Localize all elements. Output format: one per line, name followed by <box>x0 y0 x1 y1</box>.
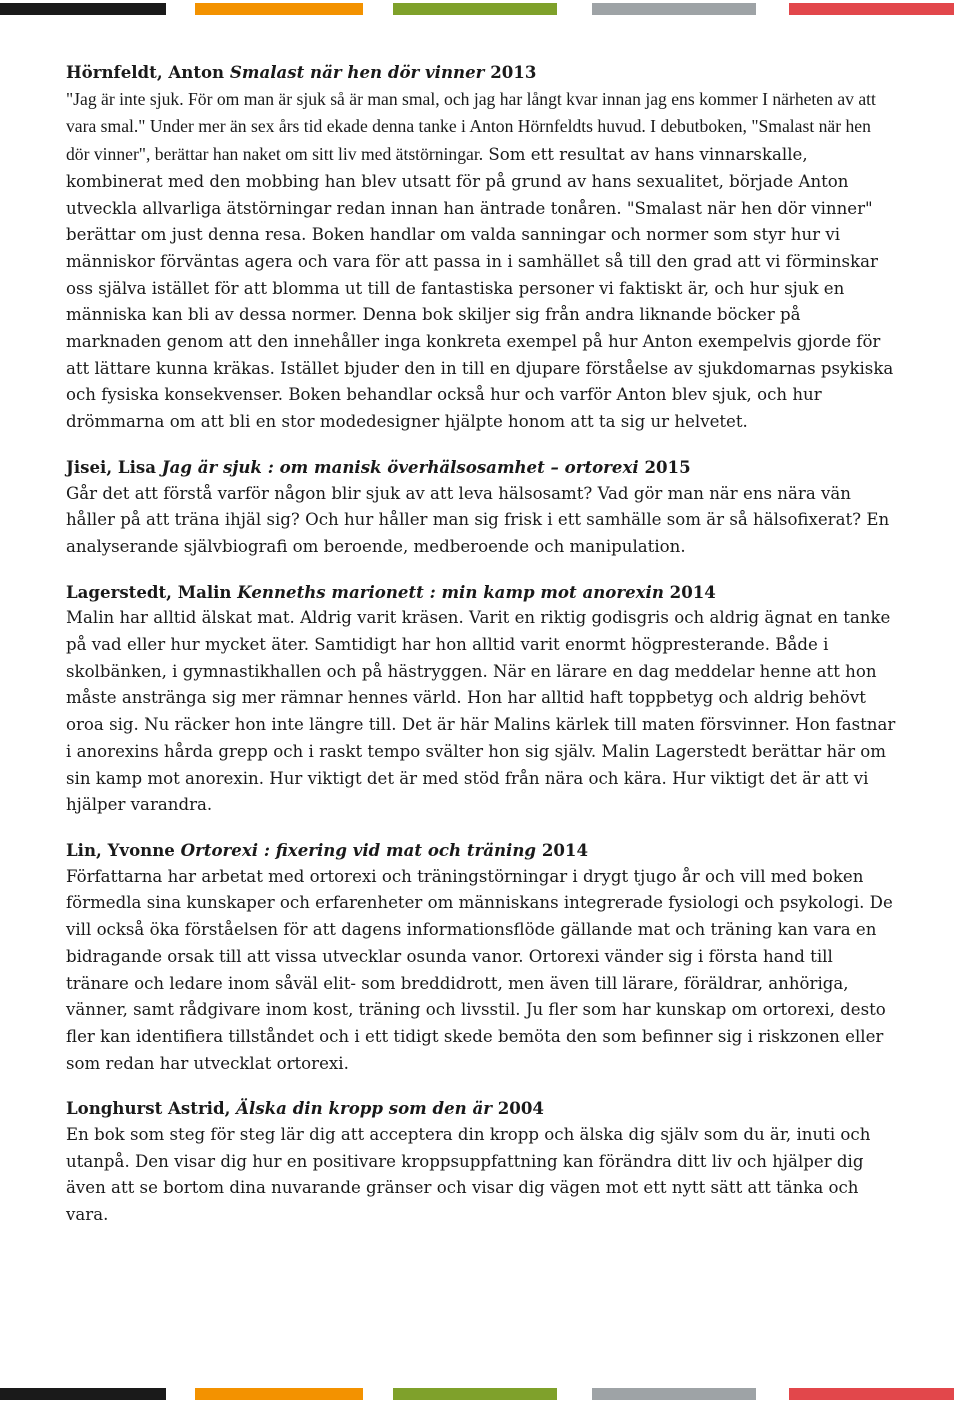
bottom-bar-green <box>393 1388 557 1400</box>
book-entry <box>66 1095 896 1229</box>
book-author: Hörnfeldt, Anton <box>66 62 225 82</box>
book-heading <box>66 837 896 864</box>
book-entry <box>66 837 896 1077</box>
book-author: Lagerstedt, Malin <box>66 581 232 602</box>
book-title: Kenneths marionett : min kamp mot anorexin <box>237 581 664 602</box>
book-heading <box>66 1095 896 1122</box>
book-title: Jag är sjuk : om manisk överhälsosamhet – ortorexi <box>161 456 639 477</box>
book-description: En bok som steg för steg lär dig att acceptera din kropp och älska dig själv som du är, inuti och utanpå. Den visar dig hur en positivare kroppsuppfattning kan förändra ditt liv och hjälper dig även att se bortom dina nuvarande gränser och visar dig vägen mot ett nytt sätt att tänka och vara. <box>66 1125 871 1225</box>
top-bar-green <box>393 3 557 15</box>
book-description: Malin har alltid älskat mat. Aldrig varit kräsen. Varit en riktig godisgris och aldrig ägnat en tanke på vad eller hur mycket äter. Samtidigt har hon alltid varit enormt högpresterande. Både i skolbänken, i gymnastikhallen och på hästryggen. När en lärare en dag meddelar henne att hon måste anstränga sig mer rämnar hennes värld. Hon har alltid haft toppbetyg och aldrig behövt oroa sig. Nu räcker hon inte längre till. Det är här Malins kärlek till maten försvinner. Hon fastnar i anorexins hårda grepp och i raskt tempo svälter hon sig själv. Malin Lagerstedt berättar här om sin kamp mot anorexin. Hur viktigt det är med stöd från nära och kära. Hur viktigt det är att vi hjälper varandra. <box>66 608 896 815</box>
book-author: Jisei, Lisa <box>66 456 156 477</box>
bottom-bar-black <box>0 1388 166 1400</box>
book-list <box>66 59 896 1247</box>
book-year: 2015 <box>644 456 691 477</box>
book-year: 2014 <box>541 839 588 860</box>
book-year: 2013 <box>490 62 537 82</box>
book-entry <box>66 59 896 436</box>
bottom-bar-orange <box>195 1388 363 1400</box>
book-title: Smalast när hen dör vinner <box>229 62 485 82</box>
book-entry <box>66 454 896 561</box>
top-bar-gray <box>592 3 756 15</box>
book-description: Författarna har arbetat med ortorexi och träningstörningar i drygt tjugo år och vill med boken förmedla sina kunskaper och erfarenheter om människans integrerade fysiologi och psykologi. De vill också öka förståelsen för att dagens informationsflöde gällande mat och träning kan vara en bidragande orsak till att vissa utvecklar osunda vanor. Ortorexi vänder sig i första hand till tränare och ledare inom såväl elit- som breddidrott, men även till lärare, föräldrar, anhöriga, vänner, samt rådgivare inom kost, träning och livsstil. Ju fler som har kunskap om ortorexi, desto fler kan identifiera tillståndet och i ett tidigt skede bemöta den som befinner sig i riskzonen eller som redan har utvecklat ortorexi. <box>66 866 893 1073</box>
book-description: Går det att förstå varför någon blir sjuk av att leva hälsosamt? Vad gör man när ens nära vän håller på att träna ihjäl sig? Och hur håller man sig frisk i ett samhälle som är så hälsofixerat? En analyserande självbiografi om beroende, medberoende och manipulation. <box>66 483 890 556</box>
bottom-bar-gray <box>592 1388 756 1400</box>
top-bar-orange <box>195 3 363 15</box>
bottom-bar-red <box>789 1388 954 1400</box>
book-heading <box>66 579 896 606</box>
book-heading <box>66 59 896 86</box>
book-entry <box>66 579 896 819</box>
top-bar-red <box>789 3 954 15</box>
book-description-quote: "Jag är inte sjuk. För om man är sjuk så är man smal, och jag har långt kvar innan jag ens kommer I närheten av att vara smal." Under mer än sex års tid ekade denna tanke i Anton Hörnfeldts huvud. I debutboken, "Smalast när hen dör vinner", berättar han naket om sitt liv med ätstörningar. <box>66 88 876 165</box>
book-title: Ortorexi : fixering vid mat och träning <box>180 839 537 860</box>
book-author: Longhurst Astrid, <box>66 1098 231 1119</box>
book-heading <box>66 454 896 481</box>
book-description-rest: Som ett resultat av hans vinnarskalle, kombinerat med den mobbing han blev utsatt för på grund av hans sexualitet, började Anton utveckla allvarliga ätstörningar redan innan han äntrade tonåren. "Smalast när hen dör vinner" berättar om just denna resa. Boken handlar om valda sanningar och normer som styr hur vi människor förväntas agera och vara för att passa in i samhället så till den grad att vi förminskar oss själva istället för att blomma ut till de fantastiska personer vi faktiskt är, och hur sjuk en människa kan bli av dessa normer. Denna bok skiljer sig från andra liknande böcker på marknaden genom att den innehåller inga konkreta exempel på hur Anton exempelvis gjorde för att lättare kunna kräkas. Istället bjuder den in till en djupare förståelse av sjukdomarnas psykiska och fysiska konsekvenser. Boken behandlar också hur och varför Anton blev sjuk, och hur drömmarna om att bli en stor modedesigner hjälpte honom att ta sig ur helvetet. <box>66 145 894 432</box>
book-year: 2004 <box>497 1098 544 1119</box>
book-description <box>66 86 896 436</box>
book-year: 2014 <box>669 581 716 602</box>
book-title: Älska din kropp som den är <box>236 1098 492 1119</box>
book-author: Lin, Yvonne <box>66 839 175 860</box>
top-bar-black <box>0 3 166 15</box>
